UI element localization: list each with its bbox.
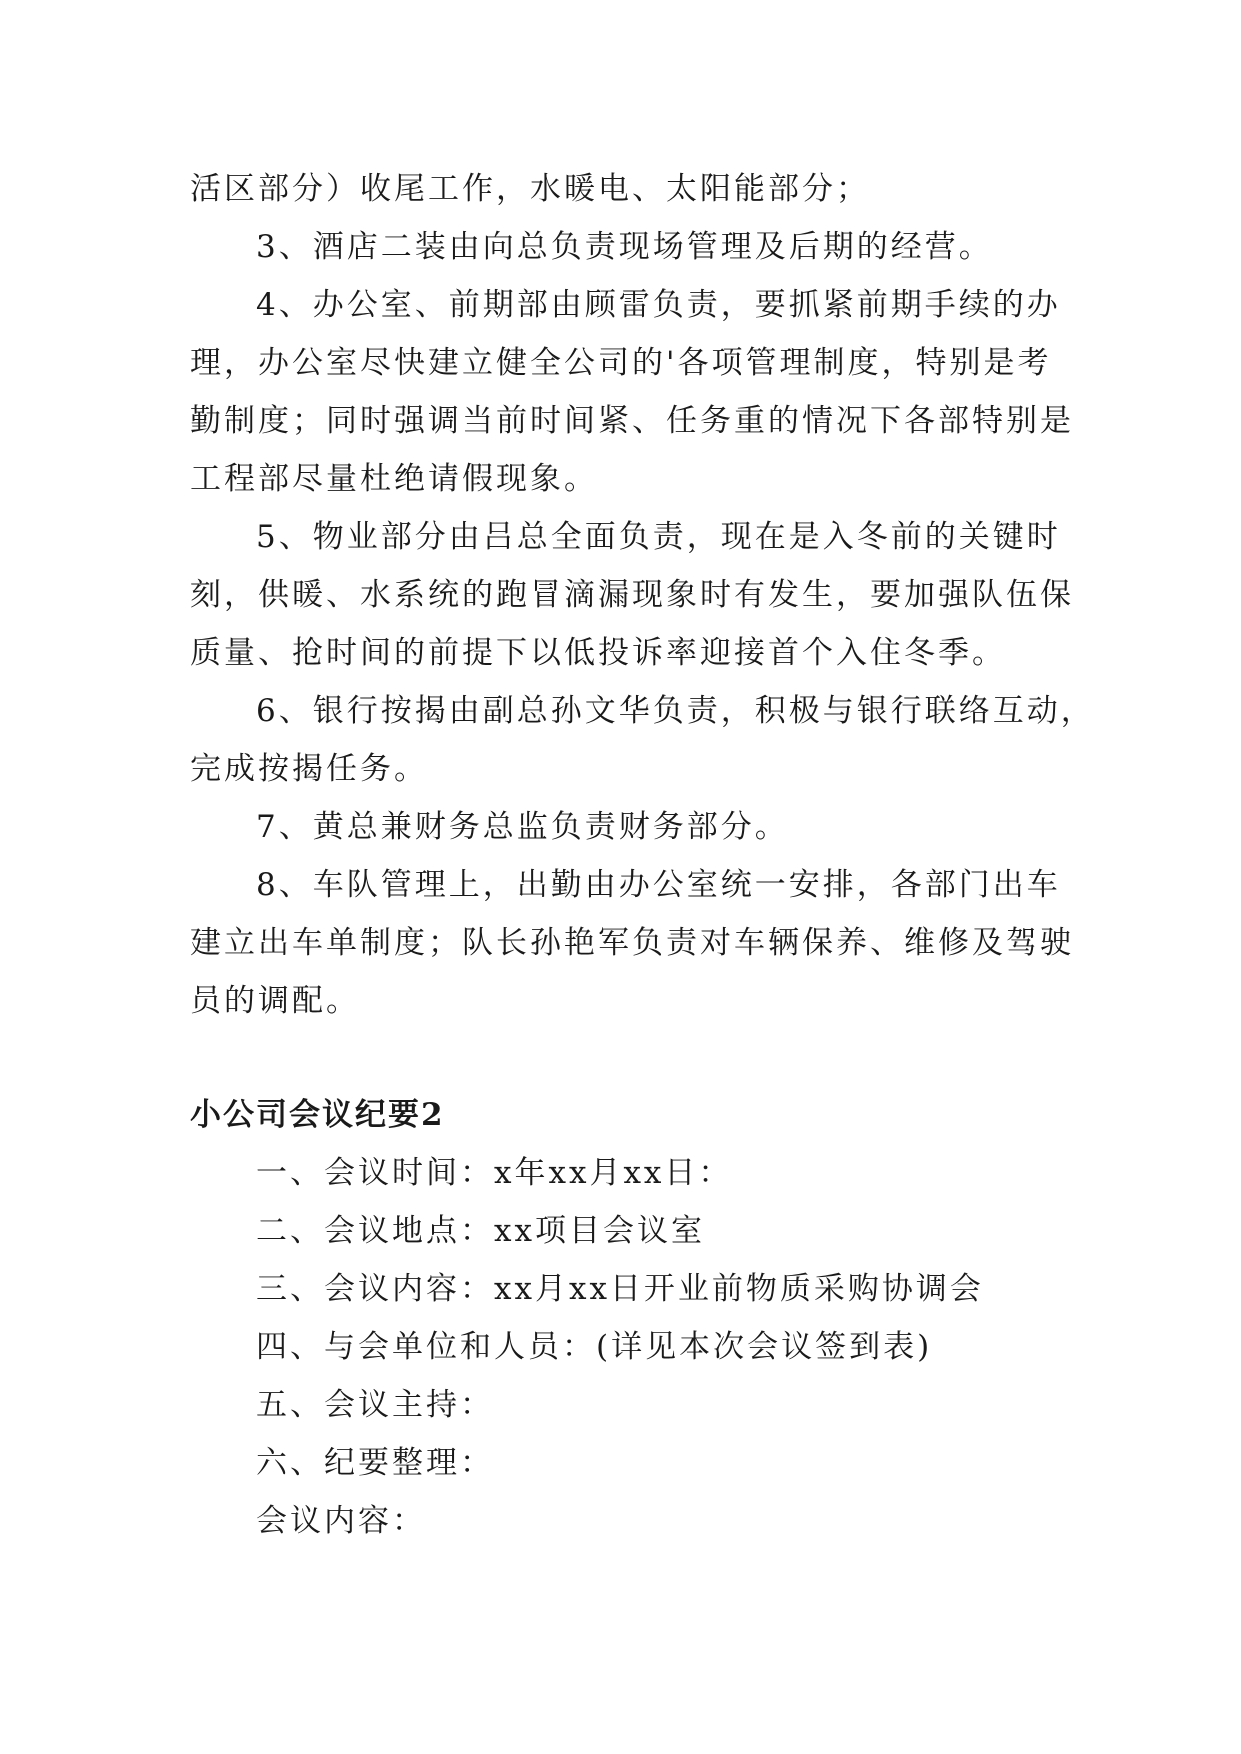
section-title: 小公司会议纪要2 — [190, 1097, 445, 1133]
paragraph-line: 工程部尽量杜绝请假现象。 — [190, 461, 598, 497]
paragraph-line: 员的调配。 — [190, 983, 360, 1019]
paragraph-line: 3、酒店二装由向总负责现场管理及后期的经营。 — [256, 229, 993, 265]
document-body — [190, 160, 1095, 1550]
part2-block — [190, 1144, 1070, 1550]
paragraph-line: 刻，供暖、水系统的跑冒滴漏现象时有发生，要加强队伍保 — [190, 577, 1074, 613]
paragraph-line: 建立出车单制度；队长孙艳军负责对车辆保养、维修及驾驶 — [190, 925, 1074, 961]
section-spacer — [190, 1030, 1070, 1086]
paragraph-line: 活区部分）收尾工作，水暖电、太阳能部分； — [190, 171, 870, 207]
paragraph-line: 8、车队管理上，出勤由办公室统一安排，各部门出车 — [256, 867, 1061, 903]
meeting-info-line: 一、会议时间：x年xx月xx日： — [256, 1155, 733, 1191]
part1-block — [190, 160, 1095, 1030]
meeting-info-line: 六、纪要整理： — [256, 1445, 494, 1481]
paragraph-line: 完成按揭任务。 — [190, 751, 428, 787]
paragraph-line: 4、办公室、前期部由顾雷负责，要抓紧前期手续的办 — [256, 287, 1061, 323]
meeting-info-line: 三、会议内容：xx月xx日开业前物质采购协调会 — [256, 1271, 984, 1307]
paragraph-line: 6、银行按揭由副总孙文华负责，积极与银行联络互动， — [256, 693, 1095, 729]
meeting-info-line: 二、会议地点：xx项目会议室 — [256, 1213, 705, 1249]
paragraph-line: 理，办公室尽快建立健全公司的'各项管理制度，特别是考 — [190, 345, 1052, 381]
paragraph-line: 质量、抢时间的前提下以低投诉率迎接首个入住冬季。 — [190, 635, 1006, 671]
paragraph-line: 7、黄总兼财务总监负责财务部分。 — [256, 809, 789, 845]
meeting-info-line: 五、会议主持： — [256, 1387, 494, 1423]
paragraph-line: 5、物业部分由吕总全面负责，现在是入冬前的关键时 — [256, 519, 1061, 555]
paragraph-line: 勤制度；同时强调当前时间紧、任务重的情况下各部特别是 — [190, 403, 1074, 439]
meeting-info-line: 四、与会单位和人员：(详见本次会议签到表) — [256, 1329, 933, 1365]
meeting-info-line: 会议内容： — [256, 1503, 426, 1539]
